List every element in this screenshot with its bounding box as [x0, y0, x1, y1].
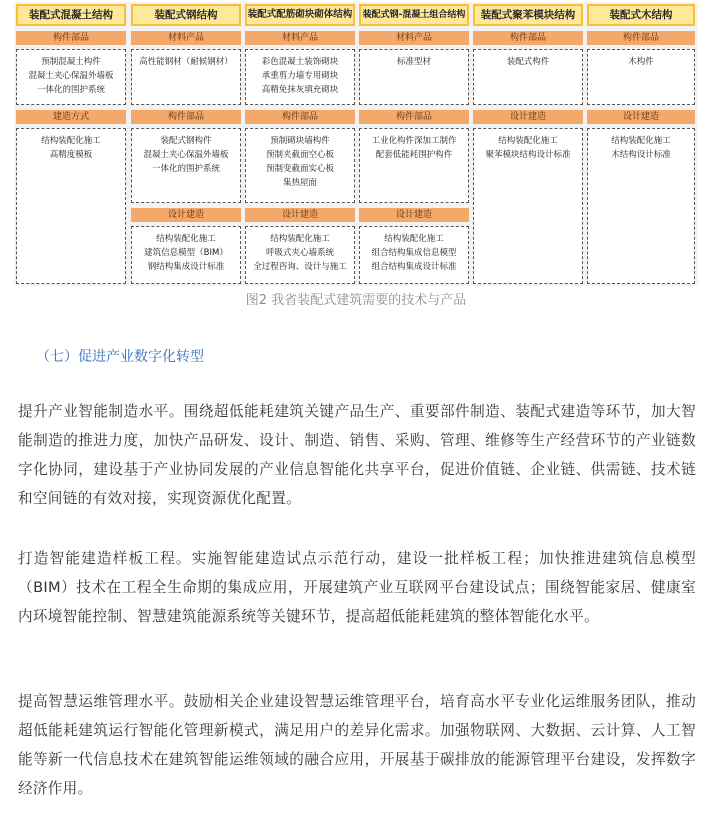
- item: 预制夹截面空心板: [265, 150, 334, 160]
- item: 结构装配化施工: [498, 136, 558, 146]
- item: 混凝土夹心保温外墙板: [28, 71, 114, 81]
- section-header: 构件部品: [16, 31, 126, 45]
- section-items: [131, 226, 241, 284]
- item: 木结构设计标准: [611, 150, 671, 160]
- column-title: 装配式钢-混凝土组合结构: [359, 4, 469, 26]
- item: 高精免抹灰填充砌块: [261, 85, 339, 95]
- paragraph: 提升产业智能制造水平。围绕超低能耗建筑关键产品生产、重要部件制造、装配式建造等环节，加大智能制造的推进力度，加快产品研发、设计、制造、销售、采购、管理、维修等生产经营环节的产业链数字化协同，建设基于产业协同发展的产业信息智能化共享平台，促进价值链、企业链、供需链、技术链和空间链的有效对接，实现资源优化配置。: [18, 403, 696, 507]
- item: 高性能钢材（耐候钢材）: [139, 57, 233, 67]
- item: 一体化的围护系统: [36, 85, 105, 95]
- column-title: 装配式钢结构: [131, 4, 241, 26]
- item: 组合结构集成信息模型: [371, 248, 457, 258]
- item: 混凝土夹心保温外墙板: [143, 150, 229, 160]
- section-header: 设计建造: [587, 110, 695, 124]
- section-items: [587, 49, 695, 105]
- item: 承重剪力墙专用砌块: [261, 71, 339, 81]
- item: 结构装配化施工: [156, 234, 216, 244]
- section-items: [359, 226, 469, 284]
- item: 一体化的围护系统: [151, 164, 220, 174]
- section-items: [359, 49, 469, 105]
- item: 装配式构件: [506, 57, 550, 67]
- section-header: 设计建造: [359, 208, 469, 222]
- item: 木构件: [628, 57, 654, 67]
- figure-caption: 图2 我省装配式建筑需要的技术与产品: [245, 293, 467, 308]
- section-header: 材料产品: [359, 31, 469, 45]
- section-header: 构件部品: [587, 31, 695, 45]
- item: 组合结构集成设计标准: [371, 262, 457, 272]
- section-items: [131, 128, 241, 203]
- item: 钢结构集成设计标准: [147, 262, 225, 272]
- section-items: [473, 49, 583, 105]
- section-items: [359, 128, 469, 203]
- section-items: [587, 128, 695, 284]
- item: 标准型材: [396, 57, 431, 67]
- section-items: [16, 49, 126, 105]
- section-header: 设计建造: [131, 208, 241, 222]
- section-header: 构件部品: [359, 110, 469, 124]
- item: 彩色混凝土装饰砌块: [261, 57, 339, 67]
- paragraph: 打造智能建造样板工程。实施智能建造试点示范行动，建设一批样板工程；加快推进建筑信息模型（BIM）技术在工程全生命期的集成应用，开展建筑产业互联网平台建设试点；围绕智能家居、健康室内环境智能控制、智慧建筑能源系统等关键环节，提高超低能耗建筑的整体智能化水平。: [18, 550, 696, 625]
- section-items: [245, 49, 355, 105]
- item: 配套低能耗围护构件: [375, 150, 453, 160]
- column-title: 装配式配筋砌块砌体结构: [245, 4, 355, 26]
- item: 预制混凝土构件: [41, 57, 101, 67]
- column-title: 装配式混凝土结构: [16, 4, 126, 26]
- section-header: 设计建造: [245, 208, 355, 222]
- section-items: [245, 128, 355, 203]
- item: 结构装配化施工: [41, 136, 101, 146]
- item: 聚苯模块结构设计标准: [485, 150, 571, 160]
- section-header: 设计建造: [473, 110, 583, 124]
- section-heading: （七）促进产业数字化转型: [36, 349, 204, 365]
- section-items: [473, 128, 583, 284]
- item: 工业化构件深加工制作: [371, 136, 457, 146]
- section-header: 建造方式: [16, 110, 126, 124]
- item: 预制变截面实心板: [265, 164, 334, 174]
- item: 预制砌块墙构件: [270, 136, 330, 146]
- column-title: 装配式聚苯模块结构: [473, 4, 583, 26]
- section-header: 材料产品: [131, 31, 241, 45]
- technology-products-diagram: [14, 2, 698, 286]
- item: 结构装配化施工: [384, 234, 444, 244]
- section-items: [16, 128, 126, 284]
- section-items: [131, 49, 241, 105]
- item: 集热屋面: [282, 178, 317, 188]
- paragraph: 提高智慧运维管理水平。鼓励相关企业建设智慧运维管理平台，培育高水平专业化运维服务团队，推动超低能耗建筑运行智能化管理新模式，满足用户的差异化需求。加强物联网、大数据、云计算、人工智能等新一代信息技术在建筑智能运维领域的融合应用，开展基于碳排放的能源管理平台建设，发挥数字经济作用。: [18, 693, 696, 797]
- section-header: 构件部品: [245, 110, 355, 124]
- section-header: 材料产品: [245, 31, 355, 45]
- column-title: 装配式木结构: [587, 4, 695, 26]
- item: 装配式钢构件: [160, 136, 212, 146]
- section-header: 构件部品: [131, 110, 241, 124]
- item: 建筑信息模型（BIM）: [144, 248, 228, 258]
- section-header: 构件部品: [473, 31, 583, 45]
- section-items: [245, 226, 355, 284]
- item: 呼吸式夹心墙系统: [265, 248, 334, 258]
- item: 高精度模板: [49, 150, 93, 160]
- item: 全过程咨询、设计与施工: [253, 262, 347, 272]
- item: 结构装配化施工: [270, 234, 330, 244]
- item: 结构装配化施工: [611, 136, 671, 146]
